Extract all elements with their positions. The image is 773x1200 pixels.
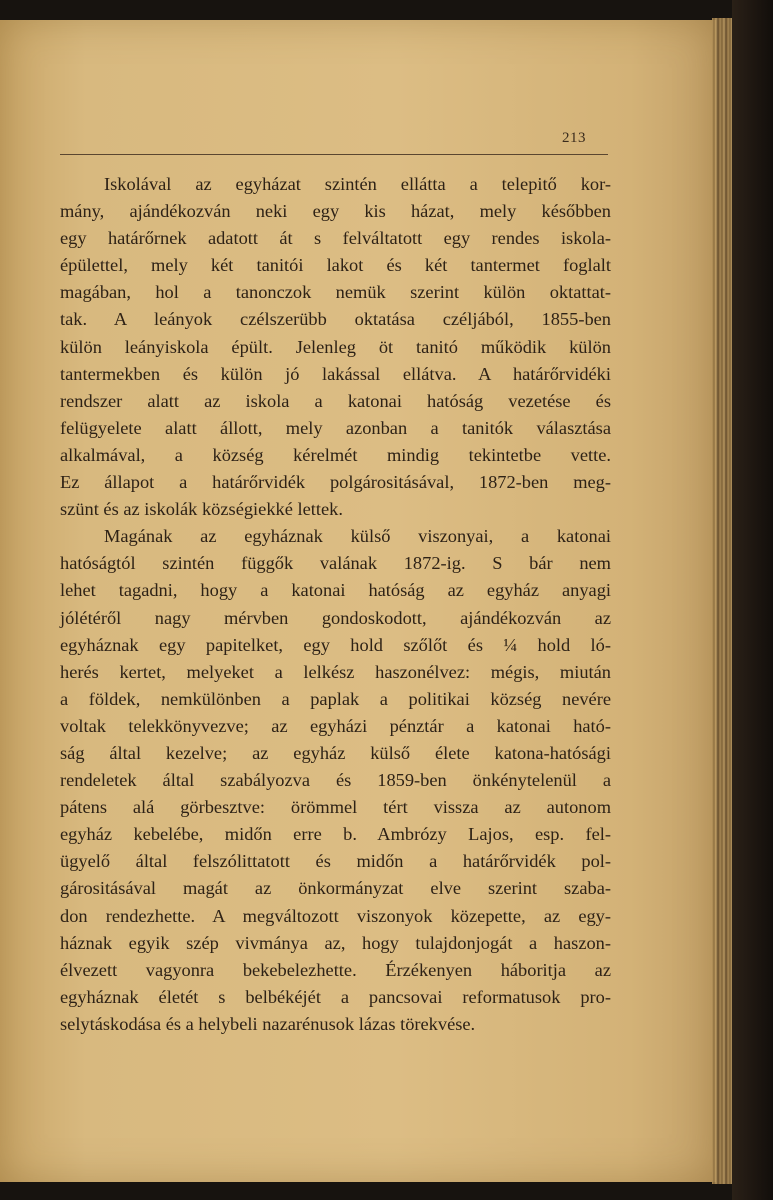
text-line: lehet tagadni, hogy a katonai hatóság az egyház anyagi bbox=[60, 580, 611, 601]
text-line: Ez állapot a határőrvidék polgárositásával, 1872-ben meg- bbox=[60, 472, 611, 493]
text-line: mány, ajándékozván neki egy kis házat, mely későbben bbox=[60, 201, 611, 222]
text-line: pátens alá görbesztve: örömmel tért vissza az autonom bbox=[60, 797, 611, 818]
text-line: egyháznak egy papitelket, egy hold szőlőt és ¼ hold ló- bbox=[60, 634, 611, 655]
text-line: gárositásával magát az önkormányzat elve szerint szaba- bbox=[60, 878, 611, 899]
text-line: külön leányiskola épült. Jelenleg öt tanitó működik külön bbox=[60, 336, 611, 357]
text-line: alkalmával, a község kérelmét mindig tekintetbe vette. bbox=[60, 444, 611, 465]
text-line: Magának az egyháznak külső viszonyai, a katonai bbox=[104, 526, 611, 547]
text-line: felügyelete alatt állott, mely azonban a tanitók választása bbox=[60, 417, 611, 438]
text-line: voltak telekkönyvezve; az egyházi pénztár a katonai ható- bbox=[60, 715, 611, 736]
text-line: ügyelő által felszólittatott és midőn a határőrvidék pol- bbox=[60, 851, 611, 872]
text-line: hatóságtól szintén függők valának 1872-ig. S bár nem bbox=[60, 553, 611, 574]
text-line: háznak egyik szép vivmánya az, hogy tulajdonjogát a haszon- bbox=[60, 932, 611, 953]
text-line: tak. A leányok czélszerübb oktatása czéljából, 1855-ben bbox=[60, 309, 611, 330]
body-text bbox=[60, 171, 611, 1038]
page-number: 213 bbox=[562, 130, 586, 146]
book-cover-edge bbox=[732, 0, 773, 1200]
text-line: egyháznak életét s belbékéjét a pancsovai reformatusok pro- bbox=[60, 986, 611, 1007]
text-line: egyház kebelébe, midőn erre b. Ambrózy Lajos, esp. fel- bbox=[60, 824, 611, 845]
text-line: rendeletek által szabályozva és 1859-ben önkénytelenül a bbox=[60, 770, 611, 791]
text-line: épülettel, mely két tanitói lakot és két tantermet foglalt bbox=[60, 255, 611, 276]
text-line: szünt és az iskolák községiekké lettek. bbox=[60, 499, 343, 520]
paper-page bbox=[0, 20, 716, 1182]
text-line: selytáskodása és a helybeli nazarénusok lázas törekvése. bbox=[60, 1013, 476, 1034]
text-line: ság által kezelve; az egyház külső élete katona-hatósági bbox=[60, 742, 611, 763]
text-line: a földek, nemkülönben a paplak a politikai község nevére bbox=[60, 688, 611, 709]
text-line: jólétéről nagy mérvben gondoskodott, ajándékozván az bbox=[60, 607, 611, 628]
text-line: rendszer alatt az iskola a katonai hatóság vezetése és bbox=[60, 390, 611, 411]
text-line: don rendezhette. A megváltozott viszonyok közepette, az egy- bbox=[60, 905, 611, 926]
text-line: herés kertet, melyeket a lelkész haszonélvez: mégis, miután bbox=[60, 661, 611, 682]
text-line: egy határőrnek adatott át s felváltatott egy rendes iskola- bbox=[60, 228, 611, 249]
page-edges bbox=[712, 18, 732, 1184]
text-line: tantermekben és külön jó lakással ellátva. A határőrvidéki bbox=[60, 363, 611, 384]
text-line: magában, hol a tanonczok nemük szerint külön oktattat- bbox=[60, 282, 611, 303]
text-line: élvezett vagyonra bekebelezhette. Érzékenyen háboritja az bbox=[60, 959, 611, 980]
header-rule bbox=[60, 154, 608, 155]
text-line: Iskolával az egyházat szintén ellátta a telepitő kor- bbox=[104, 174, 611, 194]
